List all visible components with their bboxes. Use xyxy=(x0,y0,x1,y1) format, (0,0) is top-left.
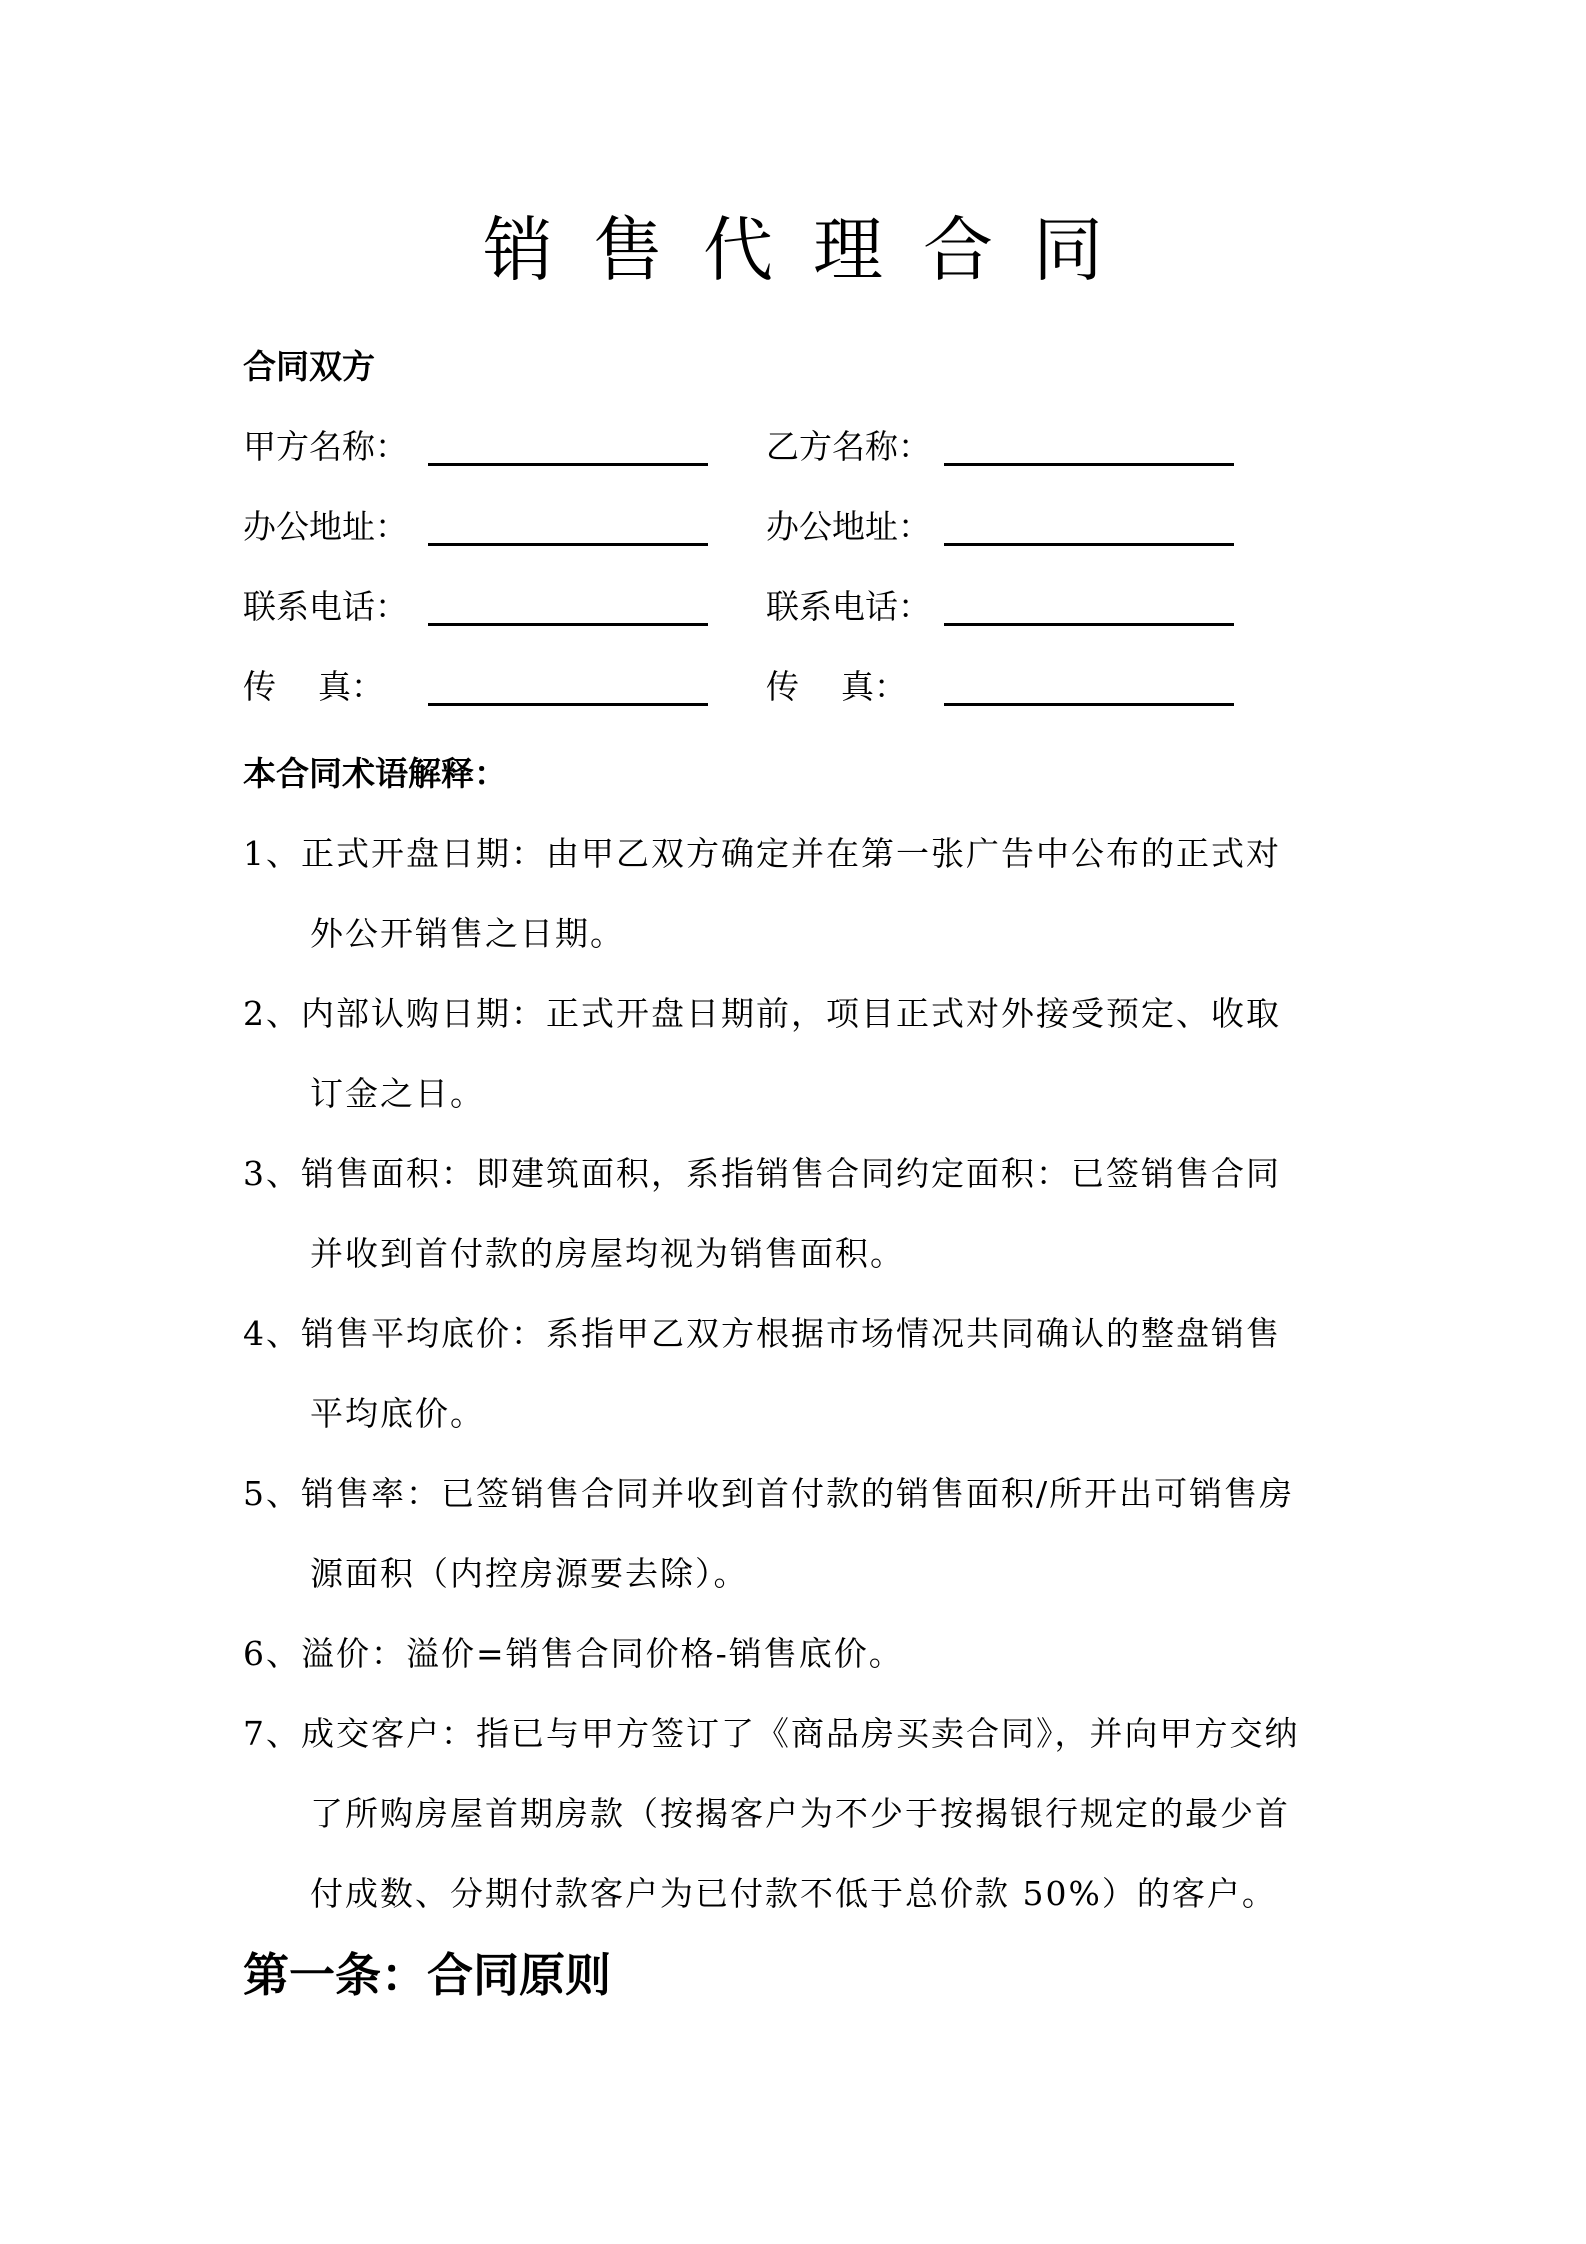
term-3-line-1: 3、销售面积：即建筑面积，系指销售合同约定面积：已签销售合同 xyxy=(243,1154,1281,1193)
party-a-fax-field[interactable] xyxy=(428,703,708,706)
article-1-heading: 第一条：合同原则 xyxy=(243,1948,611,2002)
party-a-name-field[interactable] xyxy=(428,463,708,466)
party-b-name-field[interactable] xyxy=(944,463,1234,466)
party-a-address-field[interactable] xyxy=(428,543,708,546)
term-2-line-2: 订金之日。 xyxy=(310,1074,485,1113)
party-b-address-label: 办公地址： xyxy=(766,507,931,546)
term-7-line-3: 付成数、分期付款客户为已付款不低于总价款 50%）的客户。 xyxy=(310,1874,1277,1913)
term-7-line-2: 了所购房屋首期房款（按揭客户为不少于按揭银行规定的最少首 xyxy=(310,1794,1290,1833)
party-b-fax-label: 传 真： xyxy=(766,667,907,706)
party-b-fax-field[interactable] xyxy=(944,703,1234,706)
party-a-name-label: 甲方名称： xyxy=(243,427,408,466)
term-4-line-1: 4、销售平均底价：系指甲乙双方根据市场情况共同确认的整盘销售 xyxy=(243,1314,1281,1353)
term-1-line-1: 1、正式开盘日期：由甲乙双方确定并在第一张广告中公布的正式对 xyxy=(243,834,1281,873)
party-row-fax xyxy=(0,665,1586,715)
party-b-name-label: 乙方名称： xyxy=(766,427,931,466)
party-b-address-field[interactable] xyxy=(944,543,1234,546)
party-row-name xyxy=(0,425,1586,475)
term-6-line-1: 6、溢价：溢价=销售合同价格-销售底价。 xyxy=(243,1634,904,1673)
term-7-line-1: 7、成交客户：指已与甲方签订了《商品房买卖合同》，并向甲方交纳 xyxy=(243,1714,1300,1753)
party-a-address-label: 办公地址： xyxy=(243,507,408,546)
term-4-line-2: 平均底价。 xyxy=(310,1394,485,1433)
party-b-phone-label: 联系电话： xyxy=(766,587,931,626)
term-1-line-2: 外公开销售之日期。 xyxy=(310,914,625,953)
term-3-line-2: 并收到首付款的房屋均视为销售面积。 xyxy=(310,1234,905,1273)
party-row-address xyxy=(0,505,1586,555)
party-a-phone-field[interactable] xyxy=(428,623,708,626)
party-a-phone-label: 联系电话： xyxy=(243,587,408,626)
party-a-fax-label: 传 真： xyxy=(243,667,384,706)
term-5-line-2: 源面积（内控房源要去除）。 xyxy=(310,1554,749,1593)
term-2-line-1: 2、内部认购日期：正式开盘日期前，项目正式对外接受预定、收取 xyxy=(243,994,1281,1033)
term-5-line-1: 5、销售率：已签销售合同并收到首付款的销售面积/所开出可销售房 xyxy=(243,1474,1295,1513)
party-b-phone-field[interactable] xyxy=(944,623,1234,626)
parties-heading: 合同双方 xyxy=(243,347,375,386)
terms-heading: 本合同术语解释： xyxy=(243,754,507,793)
party-row-phone xyxy=(0,585,1586,635)
document-title: 销售代理合同 xyxy=(483,209,1143,291)
